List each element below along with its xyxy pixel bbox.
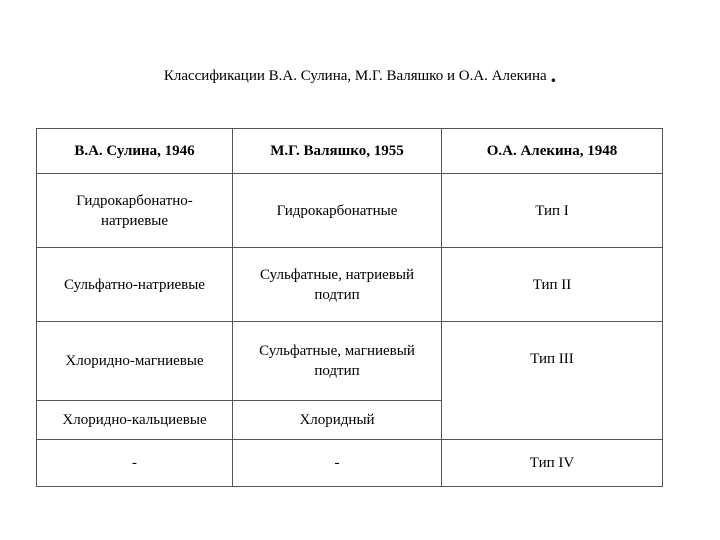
cell-sulin: Гидрокарбонатно-натриевые <box>37 174 233 248</box>
table-row <box>37 174 663 248</box>
header-valyashko: М.Г. Валяшко, 1955 <box>233 129 442 174</box>
table-header-row <box>37 129 663 174</box>
cell-sulin: Сульфатно-натриевые <box>37 248 233 322</box>
table-row <box>37 248 663 322</box>
title-text: Классификации В.А. Сулина, М.Г. Валяшко и О.А. Алекина <box>163 68 547 84</box>
cell-sulin: - <box>37 440 233 487</box>
cell-alekin: Тип II <box>442 248 663 322</box>
cell-alekin-text: Тип III <box>530 350 574 367</box>
table-row <box>37 322 663 401</box>
cell-alekin-merged <box>442 322 663 440</box>
cell-valyashko: Сульфатные, магниевый подтип <box>233 322 442 401</box>
title-dot: . <box>550 62 557 87</box>
cell-valyashko: Сульфатные, натриевый подтип <box>233 248 442 322</box>
header-alekin: О.А. Алекина, 1948 <box>442 129 663 174</box>
header-sulin: В.А. Сулина, 1946 <box>37 129 233 174</box>
classification-table <box>36 128 663 487</box>
cell-valyashko: Хлоридный <box>233 401 442 440</box>
table-row <box>37 440 663 487</box>
cell-valyashko: Гидрокарбонатные <box>233 174 442 248</box>
cell-alekin: Тип IV <box>442 440 663 487</box>
cell-valyashko: - <box>233 440 442 487</box>
cell-sulin: Хлоридно-магниевые <box>37 322 233 401</box>
page-title <box>0 60 720 86</box>
cell-alekin: Тип I <box>442 174 663 248</box>
cell-sulin: Хлоридно-кальциевые <box>37 401 233 440</box>
